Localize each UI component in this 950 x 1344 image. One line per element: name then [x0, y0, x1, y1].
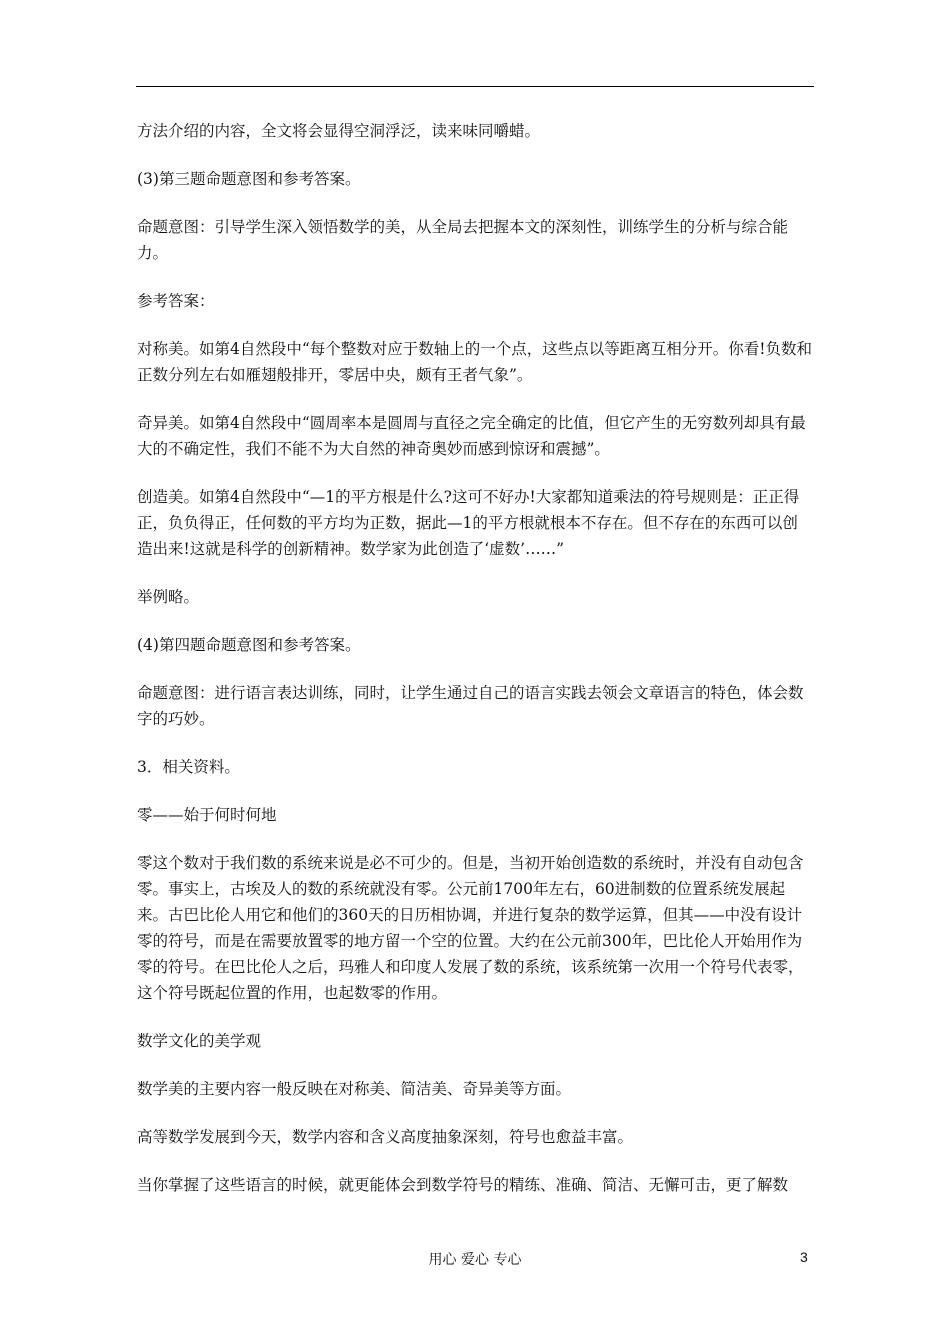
paragraph: 高等数学发展到今天，数学内容和含义高度抽象深刻，符号也愈益丰富。 — [137, 1128, 634, 1146]
paragraph: 方法介绍的内容，全文将会显得空洞浮泛，读来味同嚼蜡。 — [137, 122, 541, 140]
paragraph: 命题意图：引导学生深入领悟数学的美，从全局去把握本文的深刻性，训练学生的分析与综合能力。 — [137, 218, 789, 262]
document-body — [137, 118, 813, 1220]
paragraph: 创造美。如第4自然段中“—1的平方根是什么?这可不好办!大家都知道乘法的符号规则是：正正得正，负负得正，任何数的平方均为正数，据此—1的平方根就根本不存在。但不存在的东西可以创造出来!这就是科学的创新精神。数学家为此创造了‘虚数’……” — [137, 488, 800, 558]
page-number: 3 — [800, 1249, 808, 1265]
footer-slogan: 用心 爱心 专心 — [428, 1252, 522, 1268]
paragraph: 命题意图：进行语言表达训练，同时，让学生通过自己的语言实践去领会文章语言的特色，体会数字的巧妙。 — [137, 684, 804, 728]
paragraph: 参考答案： — [137, 292, 215, 310]
paragraph: 数学美的主要内容一般反映在对称美、简洁美、奇异美等方面。 — [137, 1080, 572, 1098]
paragraph: 奇异美。如第4自然段中“圆周率本是圆周与直径之完全确定的比值，但它产生的无穷数列却具有最大的不确定性，我们不能不为大自然的神奇奥妙而感到惊讶和震撼”。 — [137, 414, 806, 458]
paragraph: 对称美。如第4自然段中“每个整数对应于数轴上的一个点，这些点以等距离互相分开。你看!负数和正数分列左右如雁翅般排开，零居中央，颇有王者气象”。 — [137, 340, 813, 384]
header-rule — [136, 86, 814, 87]
subheading: 数学文化的美学观 — [137, 1032, 262, 1050]
subheading: 零——始于何时何地 — [137, 806, 277, 824]
paragraph: 零这个数对于我们数的系统来说是必不可少的。但是，当初开始创造数的系统时，并没有自动包含零。事实上，古埃及人的数的系统就没有零。公元前1700年左右，60进制数的位置系统发展起来。古巴比伦人用它和他们的360天的日历相协调，并进行复杂的数学运算，但其——中没有设计零的符号，而是在需要放置零的地方留一个空的位置。大约在公元前300年，巴比伦人开始用作为零的符号。在巴比伦人之后，玛雅人和印度人发展了数的系统，该系统第一次用一个符号代表零，这个符号既起位置的作用，也起数零的作用。 — [137, 854, 804, 1002]
section-number: 3．相关资料。 — [137, 758, 240, 776]
paragraph: 当你掌握了这些语言的时候，就更能体会到数学符号的精练、准确、简洁、无懈可击，更了解数 — [137, 1176, 789, 1194]
paragraph: 举例略。 — [137, 588, 200, 606]
paragraph: (3)第三题命题意图和参考答案。 — [137, 170, 361, 188]
paragraph: (4)第四题命题意图和参考答案。 — [137, 636, 361, 654]
